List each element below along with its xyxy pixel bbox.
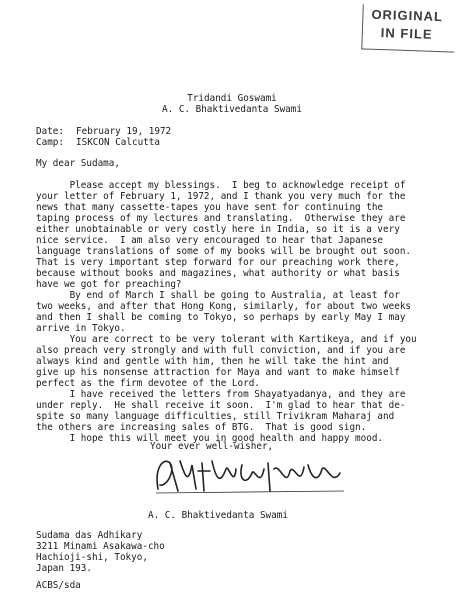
body-line: I have received the letters from Shayatyadanya, and they are xyxy=(36,389,406,400)
body-line: have we got for preaching? xyxy=(36,279,182,290)
body-line: language translations of some of my books will be brought out soon. xyxy=(36,246,412,257)
body-line: under reply. He shall receive it soon. I'm glad to hear that de- xyxy=(36,400,406,411)
closing-line: Your ever well-wisher, xyxy=(150,441,274,452)
address-line-4: Japan 193. xyxy=(36,563,92,574)
body-line: give up his nonsense attraction for Maya and want to make himself xyxy=(36,367,400,378)
date-value: February 19, 1972 xyxy=(76,126,172,137)
date-label: Date: xyxy=(36,126,64,137)
address-line-1: Sudama das Adhikary xyxy=(36,530,143,541)
body-line: I hope this will meet you in good health and happy mood. xyxy=(36,433,384,444)
body-line: two weeks, and after that Hong Kong, similarly, for about two weeks xyxy=(36,301,412,312)
body-paragraph-3 xyxy=(36,334,440,389)
letterhead-name: A. C. Bhaktivedanta Swami xyxy=(162,104,302,115)
address-line-3: Hachioji-shi, Tokyo, xyxy=(36,552,148,563)
body-line: because without books and magazines, what authority or what basis xyxy=(36,268,400,279)
body-line: your letter of February 1, 1972, and I thank you very much for the xyxy=(36,191,406,202)
body-line: always kind and gentle with him, then he will take the hint and xyxy=(36,356,389,367)
body-line: You are correct to be very tolerant with Kartikeya, and if you xyxy=(36,334,417,345)
body-line: By end of March I shall be going to Australia, at least for xyxy=(36,290,400,301)
stamp-line-2: IN FILE xyxy=(380,25,433,42)
body-line: Please accept my blessings. I beg to acknowledge receipt of xyxy=(36,180,406,191)
body-line: and then I shall be coming to Tokyo, so perhaps by early May I may xyxy=(36,312,406,323)
stamp-line-1: ORIGINAL xyxy=(371,6,444,25)
body-line: nice service. I am also very encouraged to hear that Japanese xyxy=(36,235,384,246)
body-line: the others are increasing sales of BTG. That is good sign. xyxy=(36,422,367,433)
letterhead-title: Tridandi Goswami xyxy=(187,93,277,104)
body-line: either unobtainable or very costly here in India, so it is a very xyxy=(36,224,400,235)
handwritten-signature xyxy=(150,449,350,499)
body-line: perfect as the firm devotee of the Lord. xyxy=(36,378,260,389)
body-line: taping process of my lectures and translating. Otherwise they are xyxy=(36,213,406,224)
body-paragraph-1 xyxy=(36,180,440,290)
body-line: arrive in Tokyo. xyxy=(36,323,126,334)
typist-initials: ACBS/sda xyxy=(36,580,81,591)
camp-label: Camp: xyxy=(36,137,64,148)
address-line-2: 3211 Minami Asakawa-cho xyxy=(36,541,165,552)
signer-name: A. C. Bhaktivedanta Swami xyxy=(148,510,288,521)
body-line: spite so many language difficulties, still Trivikram Maharaj and xyxy=(36,411,395,422)
body-line: That is very important step forward for our preaching work there, xyxy=(36,257,400,268)
body-line: news that many cassette-tapes you have sent for continuing the xyxy=(36,202,384,213)
body-paragraph-2 xyxy=(36,290,440,334)
body-paragraph-4 xyxy=(36,389,440,444)
camp-value: ISKCON Calcutta xyxy=(76,137,160,148)
original-in-file-stamp xyxy=(361,4,456,52)
salutation: My dear Sudama, xyxy=(36,158,120,169)
body-line: also preach very strongly and with full conviction, and if you are xyxy=(36,345,406,356)
